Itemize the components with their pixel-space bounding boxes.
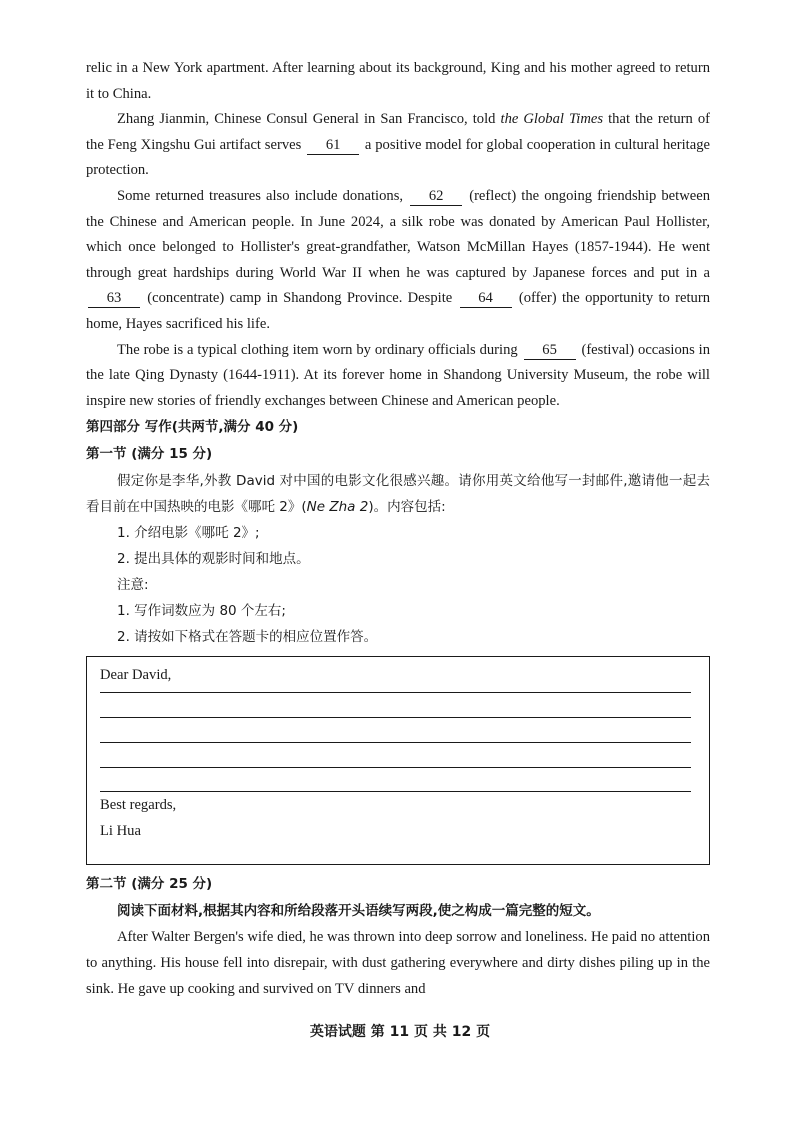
text: Some returned treasures also include donations, <box>117 187 409 204</box>
passage-paragraph-2 <box>86 107 710 184</box>
blank-64: 64 <box>460 290 512 308</box>
writing-line <box>100 742 691 743</box>
letter-closing: Best regards, <box>100 797 177 814</box>
blank-65: 65 <box>524 342 576 360</box>
exam-page <box>86 56 710 1002</box>
passage-paragraph-1: relic in a New York apartment. After learning about its background, King and his mother agreed to return it to China. <box>86 60 710 102</box>
section1-prompt <box>86 468 710 520</box>
note-2: 2. 请按如下格式在答题卡的相应位置作答。 <box>117 629 378 646</box>
passage-paragraph-4 <box>86 338 710 415</box>
writing-line <box>100 767 691 768</box>
letter-signature: Li Hua <box>100 823 141 840</box>
text: The robe is a typical clothing item worn by ordinary officials during <box>117 341 522 358</box>
newspaper-title: the Global Times <box>500 111 604 128</box>
content-item-2: 2. 提出具体的观影时间和地点。 <box>117 551 310 568</box>
text: 假定你是李华,外教 David 对中国的电影文化很感兴趣。请你用英文给他写一封邮件,邀请他一起去看目前在中国热映的电影《哪吒 2》( <box>86 473 710 516</box>
writing-line <box>100 717 691 718</box>
content-item-1: 1. 介绍电影《哪吒 2》; <box>117 525 260 542</box>
passage-paragraph-3 <box>86 184 710 338</box>
movie-title: Ne Zha 2 <box>306 499 369 516</box>
text: Zhang Jianmin, Chinese Consul General in San Francisco, told <box>117 111 501 128</box>
writing-line <box>100 791 691 792</box>
text: (offer) the opportunity to return home, Hayes sacrificed his life. <box>86 290 710 332</box>
notes-label: 注意: <box>117 577 149 594</box>
section1-title: 第一节 (满分 15 分) <box>86 446 213 463</box>
section2-title: 第二节 (满分 25 分) <box>86 876 213 893</box>
section2-prompt: 阅读下面材料,根据其内容和所给段落开头语续写两段,使之构成一篇完整的短文。 <box>117 903 600 920</box>
text: that the return of the Feng Xingshu Gui artifact serves <box>86 111 710 153</box>
text: )。内容包括: <box>368 499 446 516</box>
letter-answer-box <box>86 656 710 865</box>
text: (concentrate) camp in Shandong Province. Despite <box>142 290 458 307</box>
part4-title: 第四部分 写作(共两节,满分 40 分) <box>86 419 299 436</box>
section2-passage: After Walter Bergen's wife died, he was thrown into deep sorrow and loneliness. He paid no attention to anything. His house fell into disrepair, with dust gathering everywhere and dirty dishes piling up in the sink. He gave up cooking and survived on TV dinners and <box>86 929 710 997</box>
text: (reflect) the ongoing friendship between the Chinese and American people. In June 2024, a silk robe was donated by American Paul Hollister, which once belonged to Hollister's great-grandfather, Watson McMillan Hayes (1857-1944). He went through great hardships during World War II when he was captured by Japanese forces and put in a <box>86 187 711 281</box>
page-footer: 英语试题 第 11 页 共 12 页 <box>309 1024 491 1040</box>
text: (festival) occasions in the late Qing Dynasty (1644-1911). At its forever home in Shandong University Museum, the robe will inspire new stories of friendly exchanges between Chinese and American people. <box>86 341 710 409</box>
text: a positive model for global cooperation in cultural heritage protection. <box>86 136 710 179</box>
blank-61: 61 <box>307 137 359 155</box>
writing-line <box>100 692 691 693</box>
letter-greeting: Dear David, <box>100 667 172 684</box>
blank-63: 63 <box>88 290 140 308</box>
blank-62: 62 <box>410 188 462 206</box>
note-1: 1. 写作词数应为 80 个左右; <box>117 603 286 620</box>
